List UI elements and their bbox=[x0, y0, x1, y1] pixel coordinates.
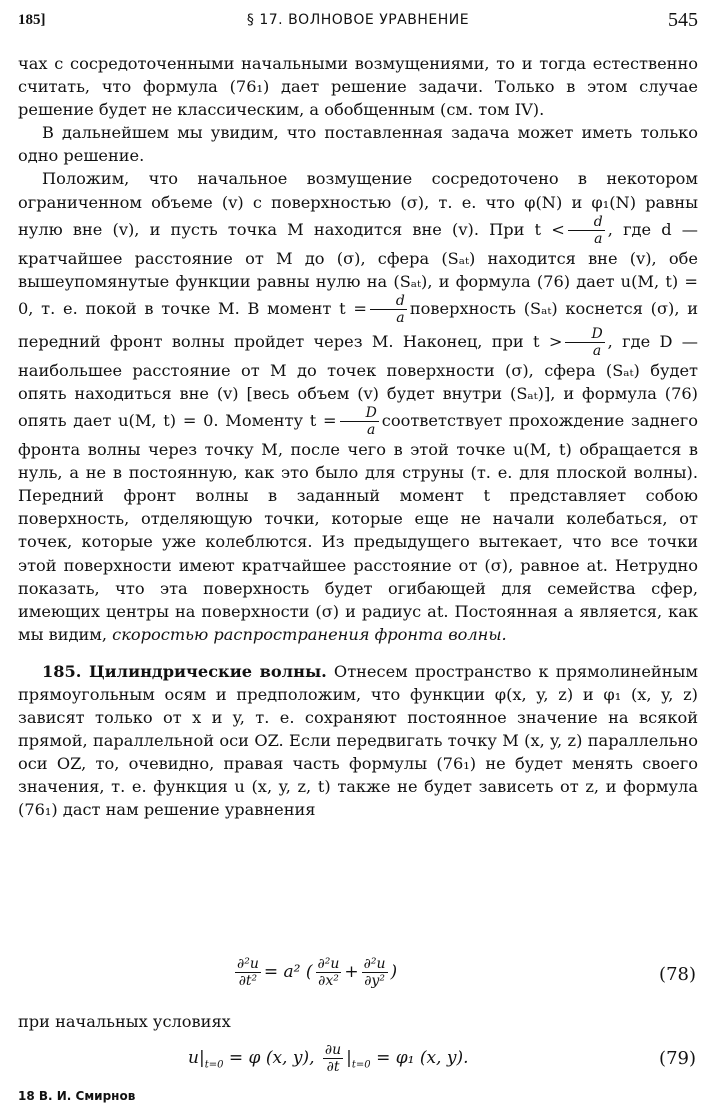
fraction-denominator: ∂y² bbox=[364, 973, 385, 989]
equation-78-formula bbox=[232, 956, 397, 989]
equation-part: u| bbox=[188, 1048, 205, 1068]
text-run: Положим, что начальное возмущение сосредоточено в некотором ограниченном объеме (v) с поверхностью (σ), т. е. что φ(N) и φ₁(N) равны нулю вне (v), и пусть точка M находится вне (v). При t < bbox=[18, 169, 698, 239]
fraction-numerator: ∂²u bbox=[237, 956, 259, 972]
equation-number-79: (79) bbox=[659, 1048, 696, 1069]
header-title: § 17. ВОЛНОВОЕ УРАВНЕНИЕ bbox=[246, 12, 470, 28]
fraction-term-x bbox=[316, 956, 342, 989]
fraction-du-dt bbox=[323, 1042, 343, 1075]
equation-subscript: t=0 bbox=[351, 1059, 371, 1071]
equation-close: ) bbox=[390, 962, 398, 982]
equation-part: = φ₁ (x, y). bbox=[376, 1048, 469, 1068]
section-heading: 185. Цилиндрические волны. bbox=[42, 661, 327, 681]
paragraph-continuation: чах с сосредоточенными начальными возмущениями, то и тогда естественно считать, что формула (76₁) дает решение задачи. Только в этом случае решение будет не классическим, а обобщенным (см. том IV). bbox=[18, 54, 698, 120]
text-run: поверхность (Sₐₜ) коснется (σ), и передний фронт волны пройдет через M. Наконец, при t > bbox=[18, 298, 699, 351]
text-run: соответствует прохождение заднего фронта волны через точку M, после чего в этой точке u(M, t) обращается в нуль, а не в постоянную, как это было для струны (т. е. для плоской волны). Передний фронт волны в заданный момент t представляет собою поверхность, отделяющую точки, которые еще не начали колебаться, от точек, которые уже колеблются. Из предыдущего вытекает, что все точки этой поверхности имеют кратчайшее расстояние от (σ), равное at. Нетрудно показать, что эта поверхность будет огибающей для семейства сфер, имеющих центры на поверхности (σ) и радиус at. Постоянная a является, как мы видим, bbox=[18, 411, 699, 644]
fraction-denominator: ∂t bbox=[326, 1059, 340, 1075]
text-run: , где d — кратчайшее расстояние от M до (σ), сфера (Sₐₜ) находится вне (v), обе вышеупомянутые функции равны нулю на (Sₐₜ), и формула (76) дает u(M, t) = 0, т. е. покой в точке M. В момент t = bbox=[18, 219, 698, 318]
page-number: 545 bbox=[668, 9, 698, 31]
fraction-denominator: a bbox=[396, 309, 405, 326]
fraction-d-over-a bbox=[370, 293, 407, 326]
text-run: , где D — наибольшее расстояние от M до точек поверхности (σ), сфера (Sₐₜ) будет опять находиться вне (v) [весь объем (v) будет внутри (Sₐₜ)], и формула (76) опять дает u(M, t) = 0. Моменту t = bbox=[18, 331, 698, 431]
main-text bbox=[18, 52, 698, 822]
fraction-numerator: ∂u bbox=[324, 1042, 342, 1058]
equation-number-78: (78) bbox=[659, 964, 696, 985]
fraction-term-y bbox=[362, 956, 388, 989]
equation-78 bbox=[18, 952, 698, 1002]
paragraph-wavefront bbox=[18, 167, 698, 645]
fraction-D-over-a bbox=[340, 405, 379, 438]
fraction-numerator: d bbox=[568, 214, 605, 231]
fraction-d-over-a bbox=[568, 214, 605, 247]
fraction-D-over-a bbox=[565, 326, 604, 359]
page-header bbox=[18, 9, 698, 36]
fraction-numerator: d bbox=[370, 293, 407, 310]
page-footer-signature: 18 В. И. Смирнов bbox=[18, 1089, 136, 1103]
fraction-numerator: D bbox=[340, 405, 379, 422]
fraction-lhs bbox=[235, 956, 261, 989]
equation-mid: = a² ( bbox=[263, 962, 313, 982]
text-run: Отнесем пространство к прямолинейным прямоугольным осям и предположим, что функции φ(x, y, z) и φ₁ (x, y, z) зависят только от x и y, т. е. сохраняют постоянное значение на всякой прямой, параллельной оси OZ. Если передвигать точку M (x, y, z) параллельно оси OZ, то, очевидно, правая часть формулы (76₁) не будет менять своего значения, т. е. функция u (x, y, z, t) также не будет зависеть от z, и формула (76₁) даст нам решение уравнения bbox=[18, 661, 698, 820]
equation-plus: + bbox=[344, 962, 359, 982]
paragraph-cylindrical-waves bbox=[18, 660, 698, 822]
equation-bar: | bbox=[346, 1048, 352, 1068]
fraction-numerator: ∂²u bbox=[317, 956, 340, 972]
paragraph-initial-conditions: при начальных условиях bbox=[18, 1012, 231, 1031]
paragraph-uniqueness: В дальнейшем мы увидим, что поставленная задача может иметь только одно решение. bbox=[18, 123, 698, 166]
equation-79-formula bbox=[188, 1042, 469, 1075]
fraction-numerator: ∂²u bbox=[363, 956, 386, 972]
equation-79 bbox=[18, 1040, 698, 1086]
fraction-denominator: ∂x² bbox=[318, 973, 339, 989]
equation-part: = φ (x, y), bbox=[228, 1048, 315, 1068]
emphasized-text: скоростью распространения фронта волны. bbox=[112, 624, 507, 644]
fraction-numerator: D bbox=[565, 326, 604, 343]
fraction-denominator: a bbox=[594, 230, 603, 247]
fraction-denominator: a bbox=[592, 342, 602, 359]
header-section-number: 185] bbox=[18, 12, 46, 28]
fraction-denominator: a bbox=[367, 422, 376, 439]
initial-conditions-line bbox=[18, 1010, 698, 1033]
fraction-denominator: ∂t² bbox=[238, 973, 258, 989]
equation-subscript: t=0 bbox=[204, 1059, 224, 1071]
